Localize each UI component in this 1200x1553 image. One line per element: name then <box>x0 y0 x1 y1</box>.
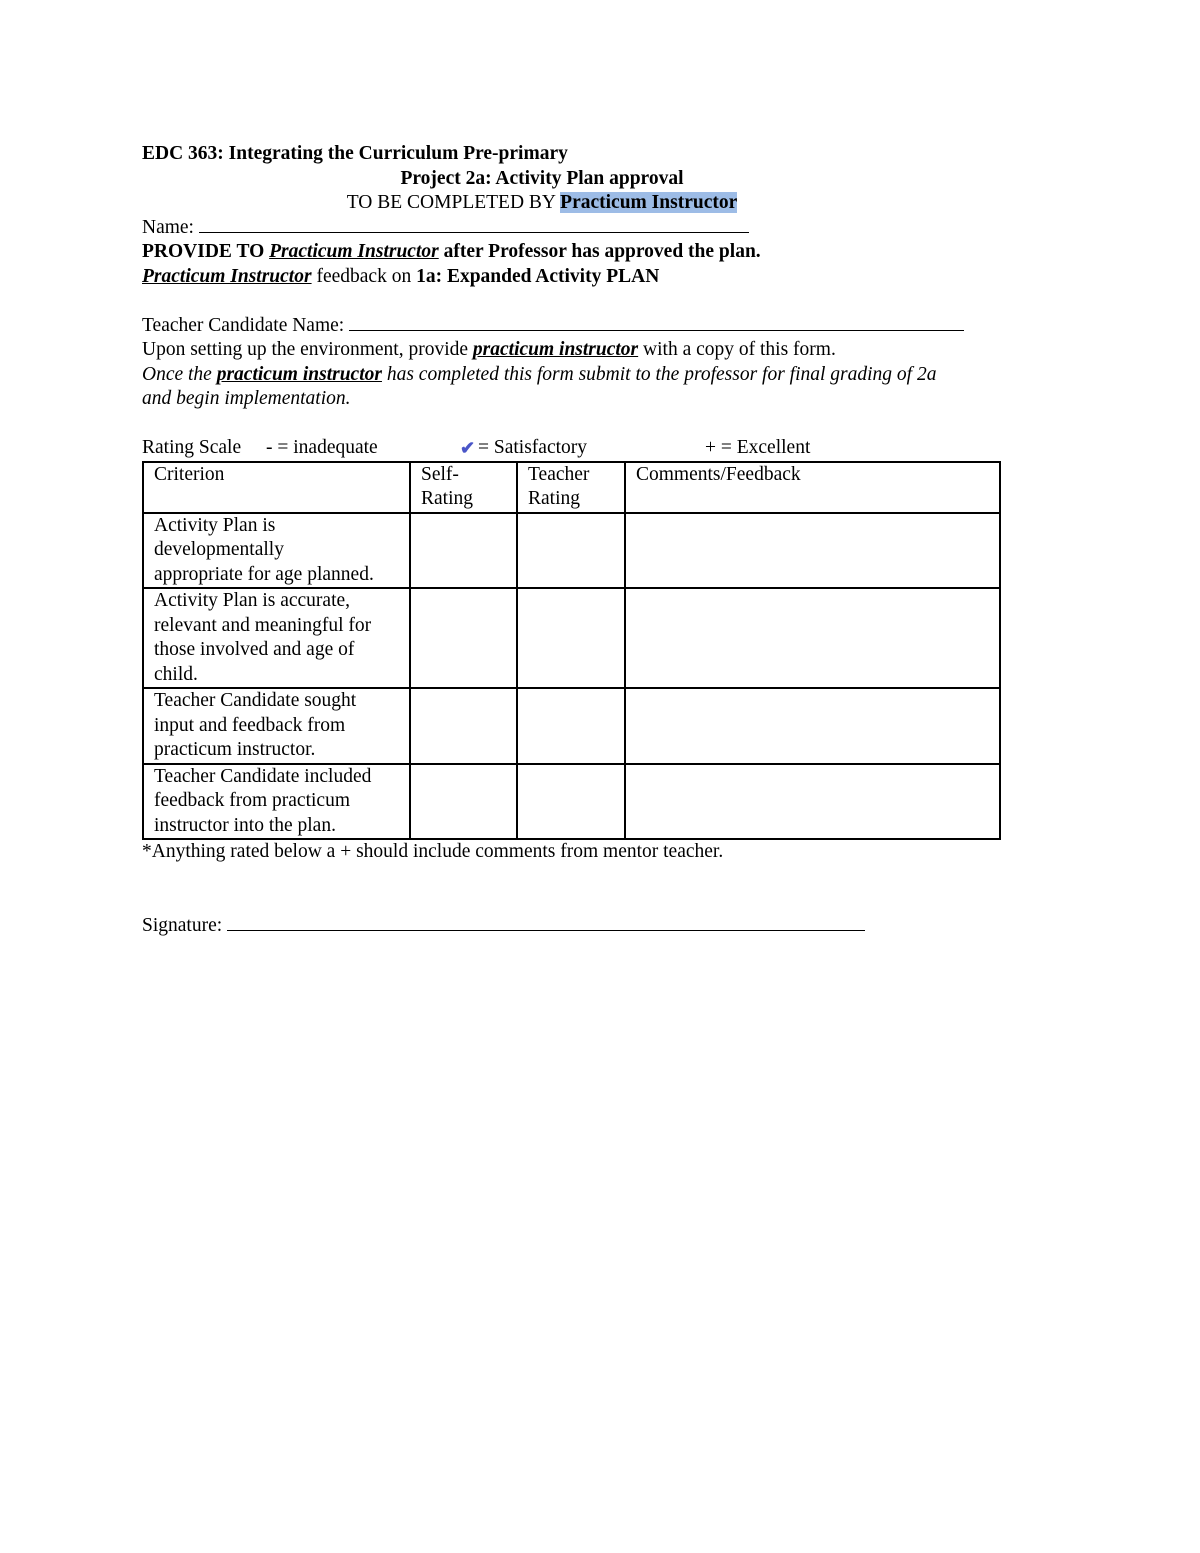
once-line <box>142 363 1022 388</box>
criterion-line: practicum instructor. <box>154 739 316 760</box>
comments-cell[interactable] <box>625 513 1000 589</box>
setup-prefix: Upon setting up the environment, provide <box>142 339 473 360</box>
once-prefix: Once the <box>142 363 217 385</box>
rating-scale-label: Rating Scale <box>142 437 242 458</box>
self-rating-cell[interactable] <box>410 764 517 840</box>
form-page <box>142 142 1022 939</box>
once-line-2: and begin implementation. <box>142 388 351 409</box>
rating-table <box>142 461 1001 841</box>
criterion-line: Teacher Candidate sought <box>154 690 357 711</box>
feedback-middle: feedback on <box>311 265 417 287</box>
teacher-candidate-line <box>142 314 1022 339</box>
criterion-line: Teacher Candidate included <box>154 765 372 787</box>
criterion-line: child. <box>154 663 198 685</box>
self-rating-cell[interactable] <box>410 688 517 764</box>
criterion-line: feedback from practicum <box>154 790 350 811</box>
criterion-cell <box>143 588 410 688</box>
criterion-line: appropriate for age planned. <box>154 563 374 585</box>
spacer <box>142 289 1022 314</box>
self-rating-cell[interactable] <box>410 513 517 589</box>
setup-suffix: with a copy of this form. <box>638 339 836 360</box>
teacher-rating-cell[interactable] <box>517 688 625 764</box>
header-criterion: Criterion <box>143 462 410 513</box>
check-icon: ✔ <box>460 438 476 458</box>
criterion-cell <box>143 764 410 840</box>
rating-inadequate: - = inadequate <box>266 437 378 458</box>
comments-cell[interactable] <box>625 764 1000 840</box>
provide-role: Practicum Instructor <box>269 241 439 262</box>
footnote: *Anything rated below a + should include comments from mentor teacher. <box>142 841 724 862</box>
rating-scale <box>142 436 1022 461</box>
signature-line <box>142 914 1022 939</box>
criterion-line: Activity Plan is accurate, <box>154 590 351 611</box>
signature-field[interactable] <box>227 914 865 931</box>
header-teacher-rating-line-2: Rating <box>528 488 580 509</box>
feedback-tail: 1a: Expanded Activity PLAN <box>416 265 660 287</box>
completed-by-prefix: TO BE COMPLETED BY <box>346 192 561 213</box>
table-row <box>143 688 1000 764</box>
feedback-line <box>142 265 1022 290</box>
teacher-candidate-label: Teacher Candidate Name: <box>142 314 350 336</box>
criterion-cell <box>143 688 410 764</box>
criterion-line: input and feedback from <box>154 714 346 736</box>
rating-satisfactory: = Satisfactory <box>478 437 588 458</box>
once-suffix: has completed this form submit to the professor for final grading of 2a <box>381 363 937 385</box>
spacer <box>142 889 1022 914</box>
criterion-line: instructor into the plan. <box>154 814 336 836</box>
provide-line <box>142 240 1022 265</box>
completed-by-line <box>142 191 1022 216</box>
course-title: EDC 363: Integrating the Curriculum Pre-primary <box>142 143 568 164</box>
header-self-rating <box>410 462 517 513</box>
criterion-cell <box>143 513 410 589</box>
project-title: Project 2a: Activity Plan approval <box>400 167 684 189</box>
comments-cell[interactable] <box>625 588 1000 688</box>
self-rating-cell[interactable] <box>410 588 517 688</box>
header-teacher-rating-line-1: Teacher <box>528 463 590 485</box>
comments-cell[interactable] <box>625 688 1000 764</box>
completed-by-highlight: Practicum Instructor <box>560 192 738 213</box>
table-row <box>143 513 1000 589</box>
header-self-rating-line-2: Rating <box>421 488 473 509</box>
rating-excellent: + = Excellent <box>705 437 811 458</box>
header-self-rating-line-1: Self- <box>421 463 459 485</box>
criterion-line: relevant and meaningful for <box>154 614 372 636</box>
criterion-line: Activity Plan is <box>154 514 276 536</box>
table-header-row <box>143 462 1000 513</box>
once-role: practicum instructor <box>216 363 382 385</box>
header-comments: Comments/Feedback <box>625 462 1000 513</box>
criterion-line: developmentally <box>154 539 284 560</box>
teacher-rating-cell[interactable] <box>517 588 625 688</box>
header-teacher-rating <box>517 462 625 513</box>
signature-label: Signature: <box>142 915 228 936</box>
provide-prefix: PROVIDE TO <box>142 241 270 262</box>
feedback-role: Practicum Instructor <box>142 265 312 287</box>
setup-role: practicum instructor <box>472 339 639 360</box>
teacher-rating-cell[interactable] <box>517 513 625 589</box>
teacher-candidate-field[interactable] <box>349 314 964 331</box>
provide-suffix: after Professor has approved the plan. <box>438 241 761 262</box>
table-row <box>143 764 1000 840</box>
table-row <box>143 588 1000 688</box>
name-line <box>142 216 1022 241</box>
teacher-rating-cell[interactable] <box>517 764 625 840</box>
name-label: Name: <box>142 216 199 238</box>
name-field[interactable] <box>199 216 749 233</box>
criterion-line: those involved and age of <box>154 639 355 660</box>
setup-line <box>142 338 1022 363</box>
spacer <box>142 865 1022 890</box>
spacer <box>142 412 1022 437</box>
